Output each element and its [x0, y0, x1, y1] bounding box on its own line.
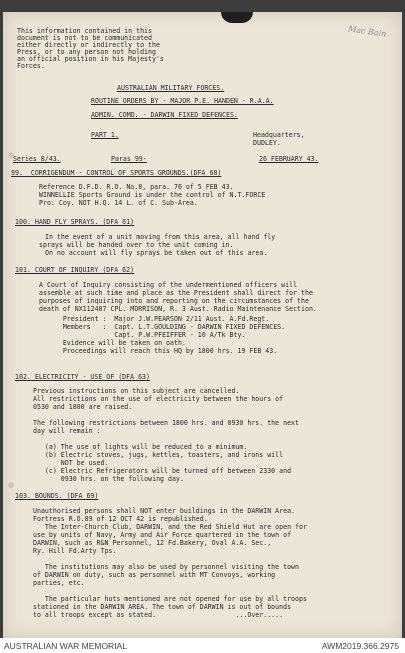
footer-accession-number: AWM2019.366.2975 — [321, 641, 399, 651]
date-label: 26 FEBRUARY 43. — [259, 155, 319, 163]
series-label: Series 8/43. — [13, 155, 61, 163]
document-page: Mac Bain This information contained in this document is not to be communicated either directly or indirectly to the Press, or to any person not holding an official position in his Majesty's Forces. AUSTRALIAN MILITARY FORCES. ROUTINE ORDERS BY - MAJOR P.E. HANDEN - R.A.A. ADMIN. COMD. - DARWIN FIXED DEFENCES. PART 1. Headquarters, DUDLEY. Series 8/43. Paras 99- 26 FEBRUARY 43. 99. CORRIGENDUM - CONTROL OF SPORTS GROUNDS.(DFA 60) Reference D.F.D. R.O. No.8, para. 76 of 5 FEB 43. WINNELLIE Sports Ground is under the control of N.T.FORCE Pro. Coy. NOT H.Q. 14 L. of C. Sub-Area. 100. HAND FLY SPRAYS. (DFA 61) In the event of a unit moving from this area, all hand fly sprays will be handed over to the unit coming in. On no account will fly sprays be taken out of this area. 101. COURT OF INQUIRY (DFA 62) A Court of Inquiry consisting of the undermentioned officers will assemble at such time and place as the President shall direct for the purposes of inquiring into and reporting on the circumstances of the death of NX112487 CPL. MORRISON, R. 3 Aust. Radio Maintenance Section. President : Major J.W.PEARSON 2/11 Aust. A.Fd.Regt. Members : Capt. L.T.GOULDING - DARWIN FIXED DEFENCES. Capt. P.W.PFEIFFER - 10 A/Tk Bty. Evidence will be taken on oath. Proceedings will reach this HQ by 1800 hrs. 19 FEB 43. 102. ELECTRICITY - USE OF (DFA 63) Previous instructions on this subject are cancelled. All restrictions on the use of electricity between the hours of 0530 and 1800 are raised. The following restrictions between 1800 hrs. and 0930 hrs. the next day will remain : (a) The use of lights will be reduced to a minimum. (b) Electric stoves, jugs, kettles, toasters, and irons will NOT be used. (c) Electric Refrigerators will be turned off between 2330 and 0930 hrs. on the following day. 103. BOUNDS. (DFA 69) Unauthorised persons shall NOT enter buildings in the DARWIN Area. Fortress R.O.89 of 12 OCT 42 is republished. The Inter-Church Club, DARWIN, and the Red Shield Hut are open for use by units of Navy, Army and Air Force quartered in the town of DARWIN, such as R&N Personnel, 12 Fd.Bakery, Oval A.A. Sec., Ry. Hill Fd.Arty Tps. The institutions may also be used by personnel visiting the town of DARWIN on duty, such as personnel with MT Convoys, working parties, etc. The particular huts mentioned are not opened for use by all troops stationed in the DARWIN AREA. The town of DARWIN is out of bounds to all troops except as stated. ...Over..... — [3, 12, 402, 638]
section-99-title: 99. CORRIGENDUM - CONTROL OF SPORTS GROUNDS.(DFA 60) — [11, 169, 222, 177]
orders-heading: ROUTINE ORDERS BY - MAJOR P.E. HANDEN - R.A.A. — [91, 97, 274, 105]
paras-label: Paras 99- — [111, 155, 147, 163]
footer-institution: AUSTRALIAN WAR MEMORIAL — [4, 641, 127, 651]
section-102-title: 102. ELECTRICITY - USE OF (DFA 63) — [15, 373, 150, 381]
command-heading: ADMIN. COMD. - DARWIN FIXED DEFENCES. — [91, 111, 238, 119]
force-heading: AUSTRALIAN MILITARY FORCES. — [117, 84, 225, 92]
punch-hole — [8, 482, 14, 488]
page-notch — [221, 12, 253, 23]
hq-location: DUDLEY. — [253, 139, 281, 147]
section-103-title: 103. BOUNDS. (DFA 69) — [15, 492, 99, 500]
section-100-title: 100. HAND FLY SPRAYS. (DFA 61) — [15, 218, 135, 226]
archive-footer — [0, 638, 405, 653]
section-101-title: 101. COURT OF INQUIRY (DFA 62) — [15, 266, 135, 274]
pencil-annotation: Mac Bain — [347, 24, 387, 39]
part-label: PART 1. — [91, 131, 119, 139]
hq-label: Headquarters, — [253, 131, 305, 139]
